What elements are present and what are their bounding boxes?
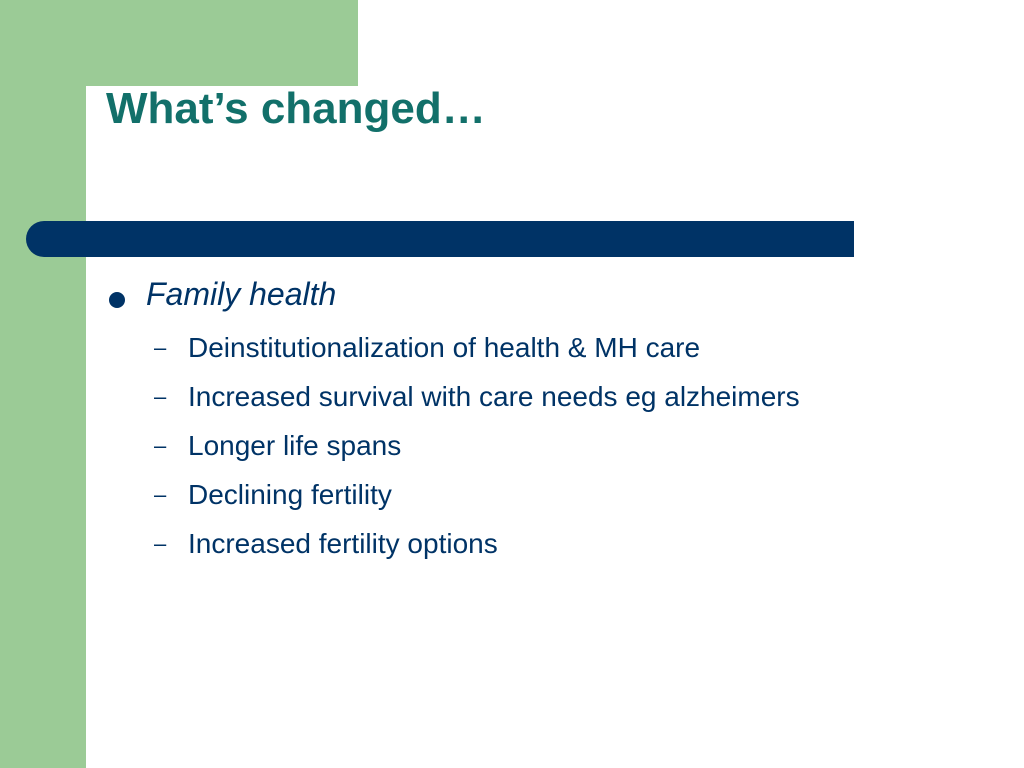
sub-bullet-item [106,332,986,381]
bullet-family-health [106,276,986,320]
slide-title: What’s changed… [106,84,486,133]
dash-icon: – [154,482,167,507]
dash-icon: – [154,433,167,458]
sub-bullet-label: Increased fertility options [188,528,498,559]
dash-icon: – [154,335,167,360]
sub-bullet-label: Increased survival with care needs eg alzheimers [188,381,800,412]
sub-bullet-label: Declining fertility [188,479,392,510]
sub-bullet-item [106,430,986,479]
sub-bullet-item [106,479,986,528]
bullet-label: Family health [146,276,337,312]
dash-icon: – [154,384,167,409]
sub-bullet-label: Longer life spans [188,430,402,461]
sub-bullet-item [106,381,986,430]
dash-icon: – [154,531,167,556]
title-underline-bar [26,221,854,257]
sub-bullet-label: Deinstitutionalization of health & MH care [188,332,701,363]
green-left-strip [0,0,86,768]
bullet-dot-icon [109,292,125,308]
green-top-band [0,0,358,86]
bullet-list [106,276,986,577]
sub-bullet-list [106,332,986,577]
sub-bullet-item [106,528,986,577]
